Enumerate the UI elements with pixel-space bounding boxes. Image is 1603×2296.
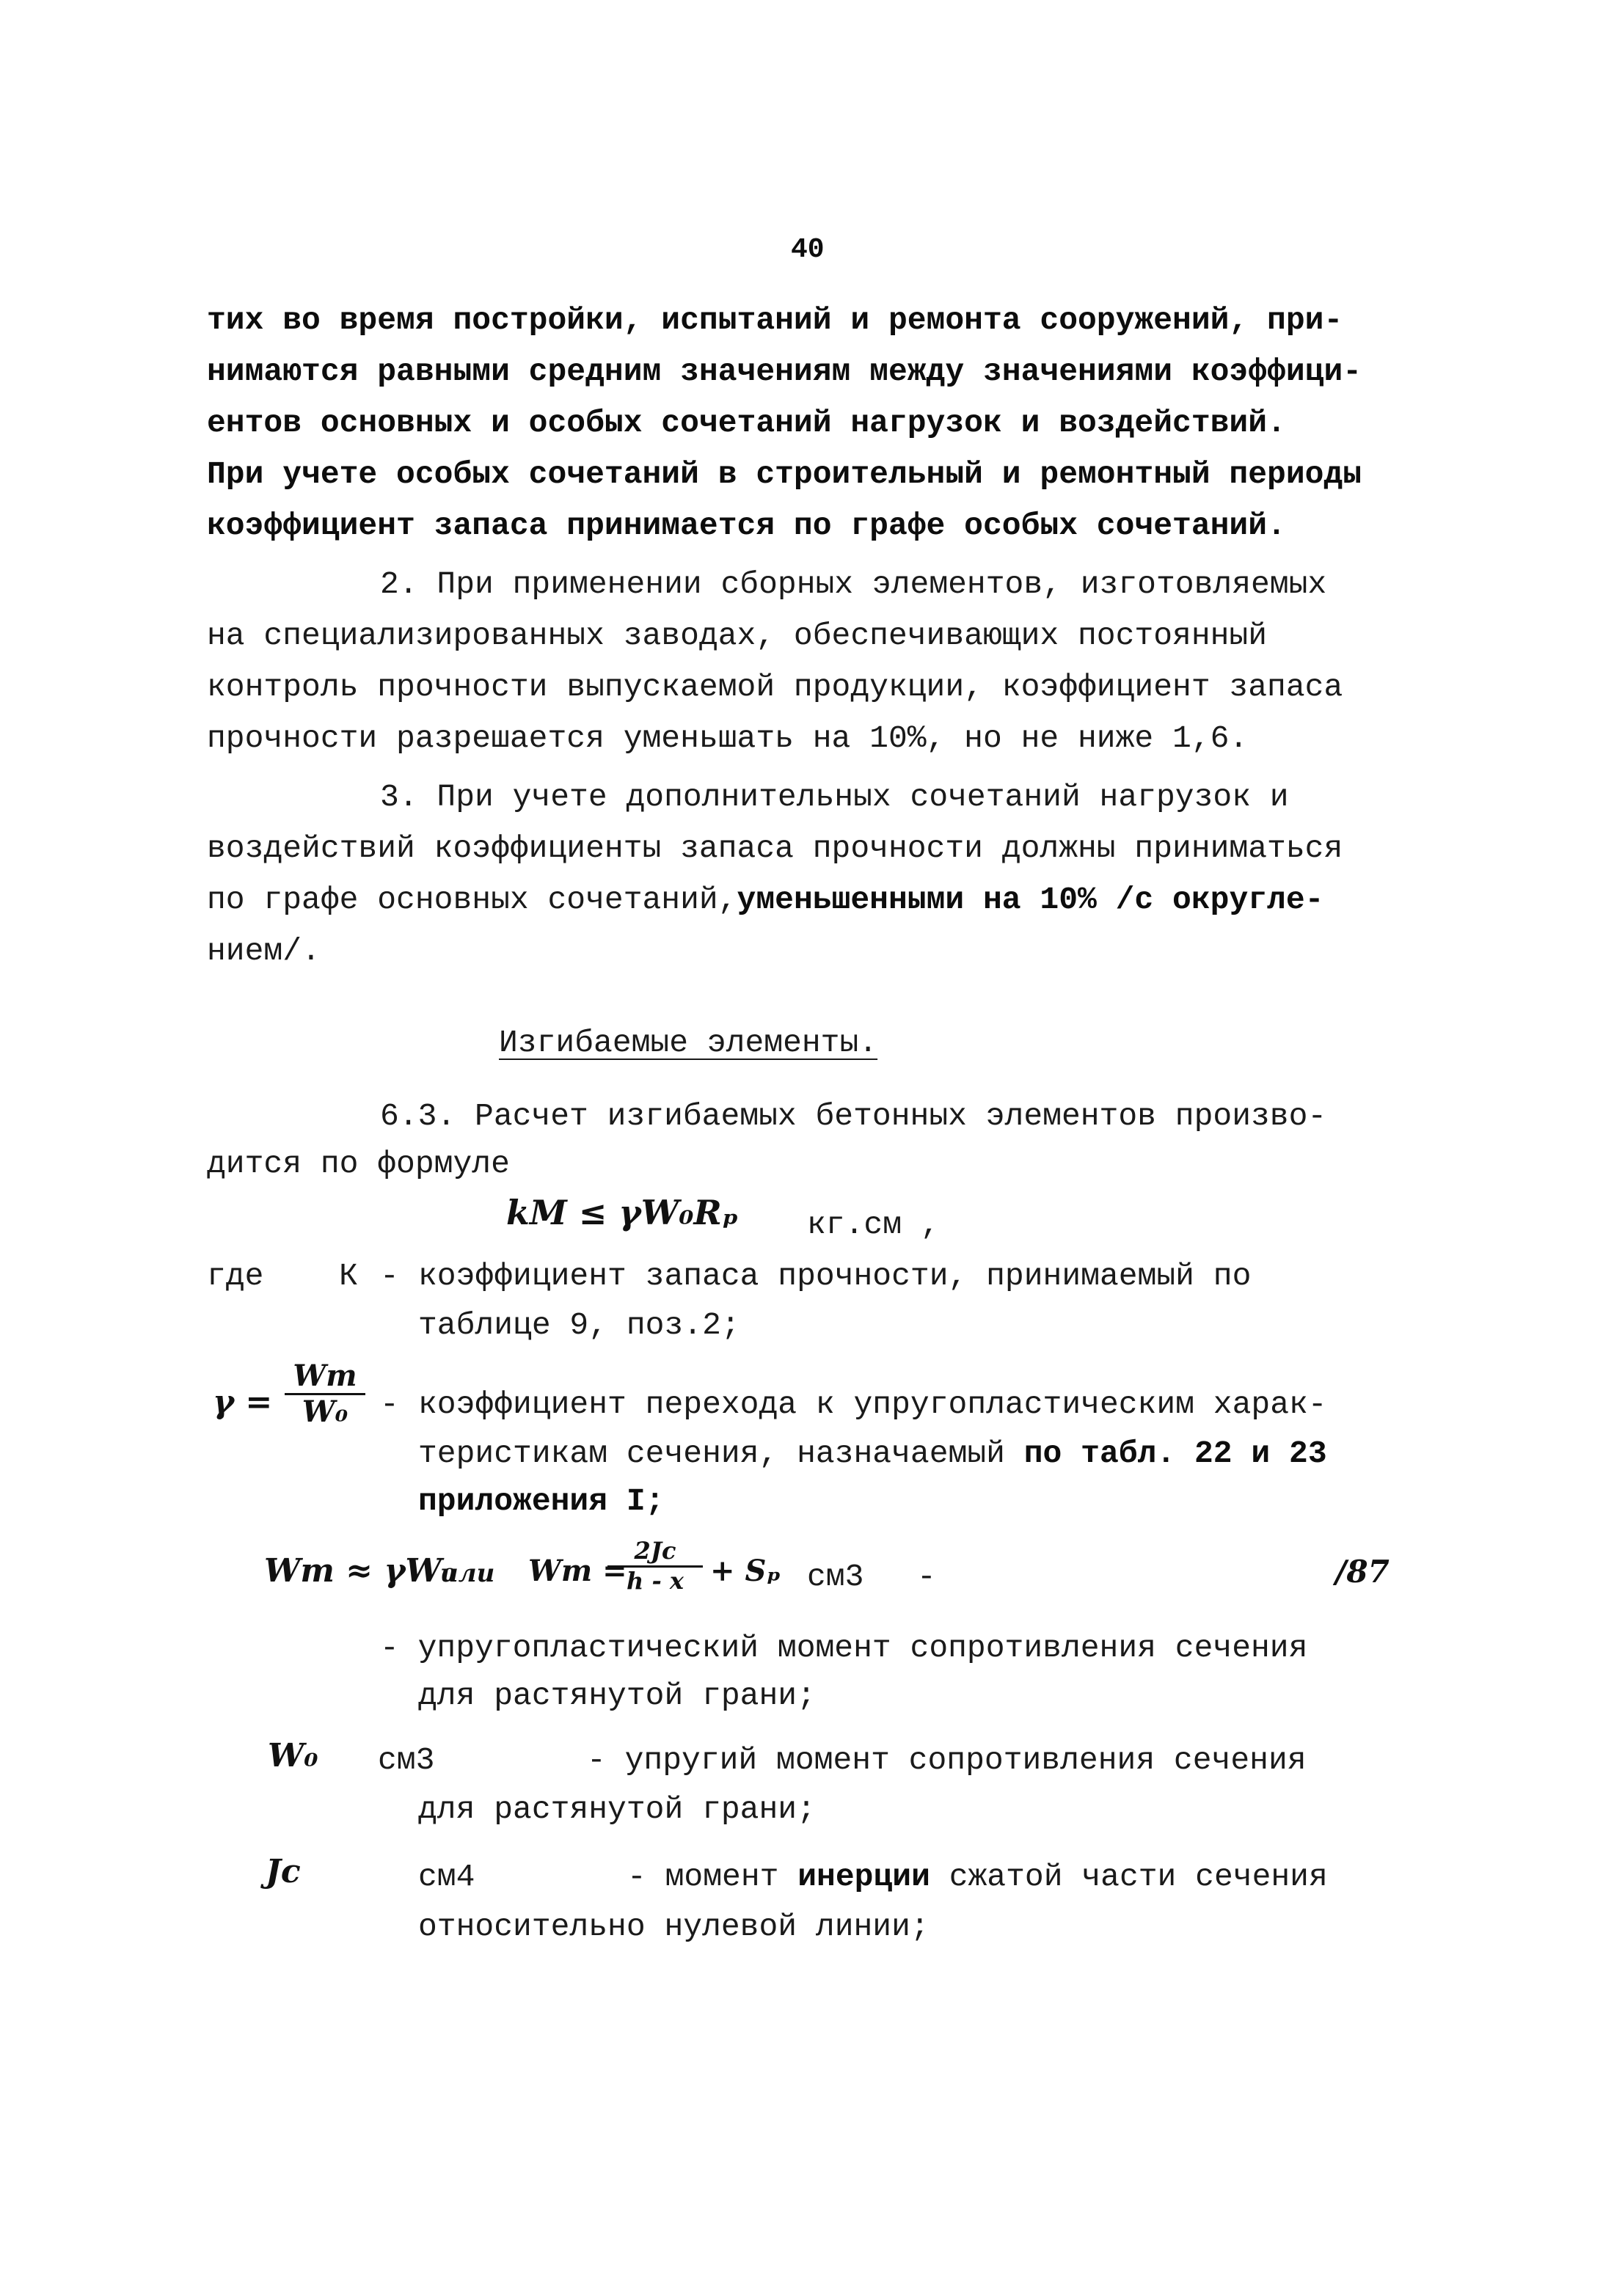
text-line: коэффициент перехода к упругопластическим харак- — [418, 1386, 1327, 1422]
page-number: 40 — [791, 234, 825, 266]
text-line: 6.3. Расчет изгибаемых бетонных элементов произво- — [380, 1098, 1327, 1134]
fraction-numerator: Wт — [293, 1359, 357, 1393]
text-span: сжатой части сечения — [949, 1859, 1328, 1895]
text-line: для растянутой грани; — [418, 1791, 816, 1827]
text-span: теристикам сечения, назначаемый — [418, 1436, 1005, 1471]
formula-or: или — [440, 1559, 495, 1588]
text-line: воздействий коэффициенты запаса прочности должны приниматься — [207, 830, 1343, 866]
text-line: дится по формуле — [207, 1146, 510, 1182]
text-line: нимаются равными средним значениям между значениями коэффици- — [207, 354, 1362, 390]
text-line — [207, 882, 1324, 918]
symbol-k: К — [339, 1258, 358, 1294]
wt-fraction — [607, 1539, 703, 1593]
gamma-lhs: γ = — [213, 1383, 273, 1421]
fraction-denominator: W₀ — [302, 1394, 348, 1429]
symbol-jc: Jс — [266, 1853, 301, 1890]
formula-wt-approx: Wт ≈ γW₀ — [264, 1552, 456, 1590]
text-line: ентов основных и особых сочетаний нагрузок и воздействий. — [207, 405, 1286, 441]
text-line: тих во время постройки, испытаний и ремонта сооружений, при- — [207, 302, 1343, 338]
formula-wt-rhs: + Sₚ — [710, 1554, 781, 1588]
dash: - — [917, 1559, 936, 1595]
section-heading: Изгибаемые элементы. — [499, 1025, 878, 1061]
text-line: нием/. — [207, 933, 321, 969]
text-span: - момент — [627, 1859, 779, 1895]
text-span: по графе основных сочетаний, — [207, 882, 737, 918]
dash: - — [380, 1386, 399, 1422]
symbol-w0: W₀ — [268, 1737, 318, 1774]
text-line: - упругопластический момент сопротивления сечения — [380, 1630, 1308, 1666]
formula-main: kM ≤ γW₀Rₚ — [506, 1193, 739, 1232]
text-line: 2. При применении сборных элементов, изготовляемых — [380, 566, 1327, 602]
text-span-bold: инерции — [797, 1859, 930, 1895]
gamma-fraction — [285, 1361, 365, 1427]
text-line: относительно нулевой линии; — [418, 1909, 930, 1945]
text-line: таблице 9, поз.2; — [418, 1307, 740, 1343]
text-line: При учете особых сочетаний в строительный и ремонтный периоды — [207, 456, 1362, 492]
text-line — [627, 1861, 1328, 1893]
unit-label: см4 — [418, 1859, 475, 1895]
formula-unit: кг.см , — [807, 1207, 940, 1243]
text-line: коэффициент запаса прочности, принимаемый по — [418, 1258, 1252, 1294]
dash: - — [380, 1258, 399, 1294]
text-line: на специализированных заводах, обеспечивающих постоянный — [207, 618, 1268, 654]
text-span-bold: по табл. 22 и 23 — [1023, 1436, 1327, 1471]
text-line: коэффициент запаса принимается по графе особых сочетаний. — [207, 508, 1286, 544]
text-line: прочности разрешается уменьшать на 10%, но не ниже 1,6. — [207, 720, 1249, 756]
where-label: где — [207, 1258, 264, 1294]
unit-label: см3 — [378, 1742, 435, 1778]
text-line: для растянутой грани; — [418, 1678, 816, 1714]
text-line: контроль прочности выпускаемой продукции, коэффициент запаса — [207, 669, 1343, 705]
formula-unit: см3 — [807, 1559, 864, 1595]
text-line: 3. При учете дополнительных сочетаний нагрузок и — [380, 779, 1289, 815]
text-line: - упругий момент сопротивления сечения — [587, 1742, 1307, 1778]
text-line: приложения I; — [418, 1483, 665, 1519]
formula-reference: /87 — [1335, 1554, 1390, 1590]
text-line — [418, 1438, 1327, 1469]
formula-wt-lhs: Wт = — [528, 1554, 627, 1588]
fraction-numerator: 2Jс — [634, 1537, 676, 1565]
fraction-denominator: h - x — [627, 1566, 684, 1595]
text-span-bold: уменьшенными на 10% /с округле- — [737, 882, 1324, 918]
